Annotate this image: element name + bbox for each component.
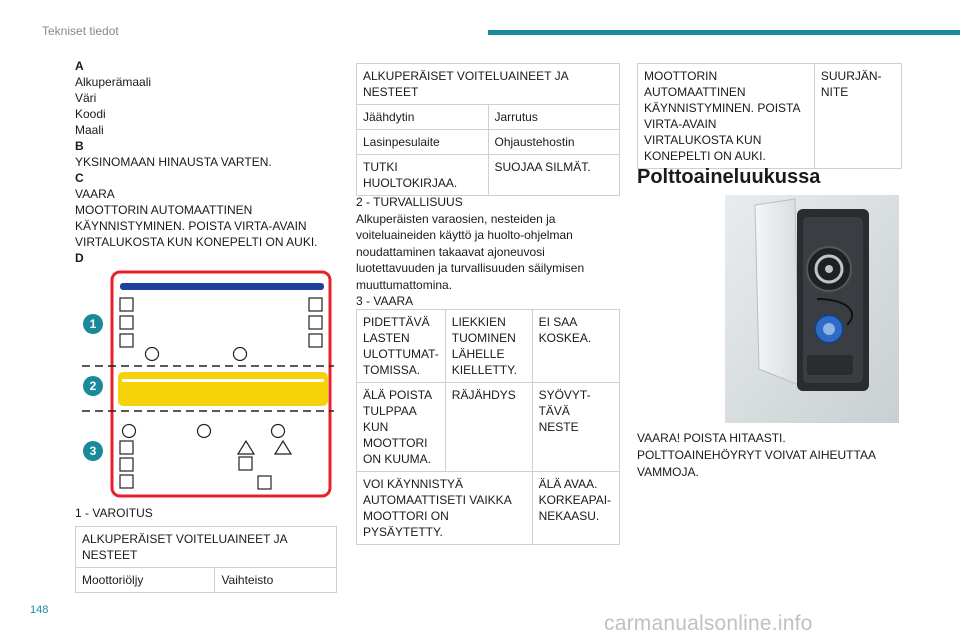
label-a-line: Maali (75, 123, 104, 137)
caption-warning: 1 - VAROITUS (75, 506, 153, 520)
watermark: carmanualsonline.info (604, 612, 813, 635)
table-cell: VOI KÄYNNISTYÄ AUTOMAATTISETI VAIKKA MOOTTORI ON PYSÄYTETTY. (357, 472, 533, 545)
label-legend (75, 58, 337, 266)
table-row (357, 130, 620, 155)
yellow-stripe (118, 372, 328, 406)
table-cell: RÄJÄHDYS (445, 383, 532, 472)
table-row (638, 64, 902, 169)
table-row (76, 568, 337, 593)
zone1-circles (146, 348, 247, 361)
table-danger (356, 309, 620, 545)
label-b-text: YKSINOMAAN HINAUSTA VARTEN. (75, 155, 272, 169)
table-cell: PIDETTÄVÄ LASTEN ULOTTUMAT-TOMISSA. (357, 310, 446, 383)
table-cell: Lasinpesulaite (357, 130, 489, 155)
fuel-warning: VAARA! POISTA HITAASTI. POLTTOAINEHÖYRYT VOIVAT AIHEUTTAA VAMMOJA. (637, 431, 876, 479)
fuel-flap-door (755, 199, 799, 385)
table-row (357, 155, 620, 196)
zone3-circles (123, 425, 285, 438)
safety-body: Alkuperäisten varaosien, nesteiden ja voiteluaineiden käyttö ja huolto-ohjelman noudattaminen takaavat ajoneuvosi luotettavuuden ja turvallisuuden säilymisen muuttumattomina. (356, 211, 585, 292)
label-d: D (75, 251, 84, 265)
table-row (357, 383, 620, 472)
yellow-stripe-highlight (122, 379, 324, 382)
table-cell: SUOJAA SILMÄT. (488, 155, 620, 196)
table-cell: MOOTTORIN AUTOMAATTINEN KÄYNNISTYMINEN. POISTA VIRTA-AVAIN VIRTALUKOSTA KUN KONEPELTI ON AUKI. (638, 64, 815, 169)
header-accent-bar (488, 30, 960, 35)
badge-2-text: 2 (89, 379, 97, 393)
table-cell: Jarrutus (488, 105, 620, 130)
table-cell: LIEKKIEN TUOMINEN LÄHELLE KIELLETTY. (445, 310, 532, 383)
table-row (357, 105, 620, 130)
label-a-line: Väri (75, 91, 97, 105)
badge-3-text: 3 (89, 444, 97, 458)
table-cell: ALKUPERÄISET VOITELUAINEET JA NESTEET (76, 527, 337, 568)
blue-stripe (120, 283, 324, 290)
warning-label-diagram (82, 268, 334, 500)
table-row (357, 310, 620, 383)
table-cell: Ohjaustehostin (488, 130, 620, 155)
zone3-triangles (238, 441, 291, 454)
table-cell: Jäähdytin (357, 105, 489, 130)
badge-3 (83, 441, 103, 461)
safety-section (356, 194, 620, 310)
table-cell: Moottoriöljy (76, 568, 215, 593)
table-cell: Vaihteisto (215, 568, 337, 593)
safety-title: 2 - TURVALLISUUS (356, 195, 463, 209)
danger-title: 3 - VAARA (356, 294, 414, 308)
label-c-line: KÄYNNISTYMINEN. POISTA VIRTA-AVAIN (75, 219, 307, 233)
label-a-line: Koodi (75, 107, 106, 121)
table-cell: TUTKI HUOLTOKIRJAA. (357, 155, 489, 196)
table-cell: SUURJÄN-NITE (814, 64, 901, 169)
label-c: C (75, 171, 84, 185)
table-cell: EI SAA KOSKEA. (532, 310, 619, 383)
table-lubricants-2 (356, 63, 620, 196)
label-c-line: VAARA (75, 187, 115, 201)
header-title: Tekniset tiedot (42, 24, 119, 38)
label-b: B (75, 139, 84, 153)
page-number: 148 (30, 604, 49, 616)
table-row (76, 527, 337, 568)
badge-1 (83, 314, 103, 334)
table-cell: ÄLÄ AVAA. KORKEAPAI-NEKAASU. (532, 472, 619, 545)
table-cell: ALKUPERÄISET VOITELUAINEET JA NESTEET (357, 64, 620, 105)
table-row (357, 64, 620, 105)
zone1-squares (120, 298, 322, 347)
badge-1-text: 1 (89, 317, 97, 331)
table-cell: SYÖVYT-TÄVÄ NESTE (532, 383, 619, 472)
table-lubricants-1 (75, 526, 337, 593)
label-a-line: Alkuperämaali (75, 75, 152, 89)
fuel-section-title: Polttoaineluukussa (637, 166, 821, 188)
fuel-flap-image (725, 195, 899, 423)
zone3-squares (120, 441, 271, 489)
table-auto-start (637, 63, 902, 169)
badge-2 (83, 376, 103, 396)
table-cell: ÄLÄ POISTA TULPPAA KUN MOOTTORI ON KUUMA. (357, 383, 446, 472)
label-c-line: MOOTTORIN AUTOMAATTINEN (75, 203, 253, 217)
table-row (357, 472, 620, 545)
label-a: A (75, 59, 84, 73)
label-c-line: VIRTALUKOSTA KUN KONEPELTI ON AUKI. (75, 235, 318, 249)
